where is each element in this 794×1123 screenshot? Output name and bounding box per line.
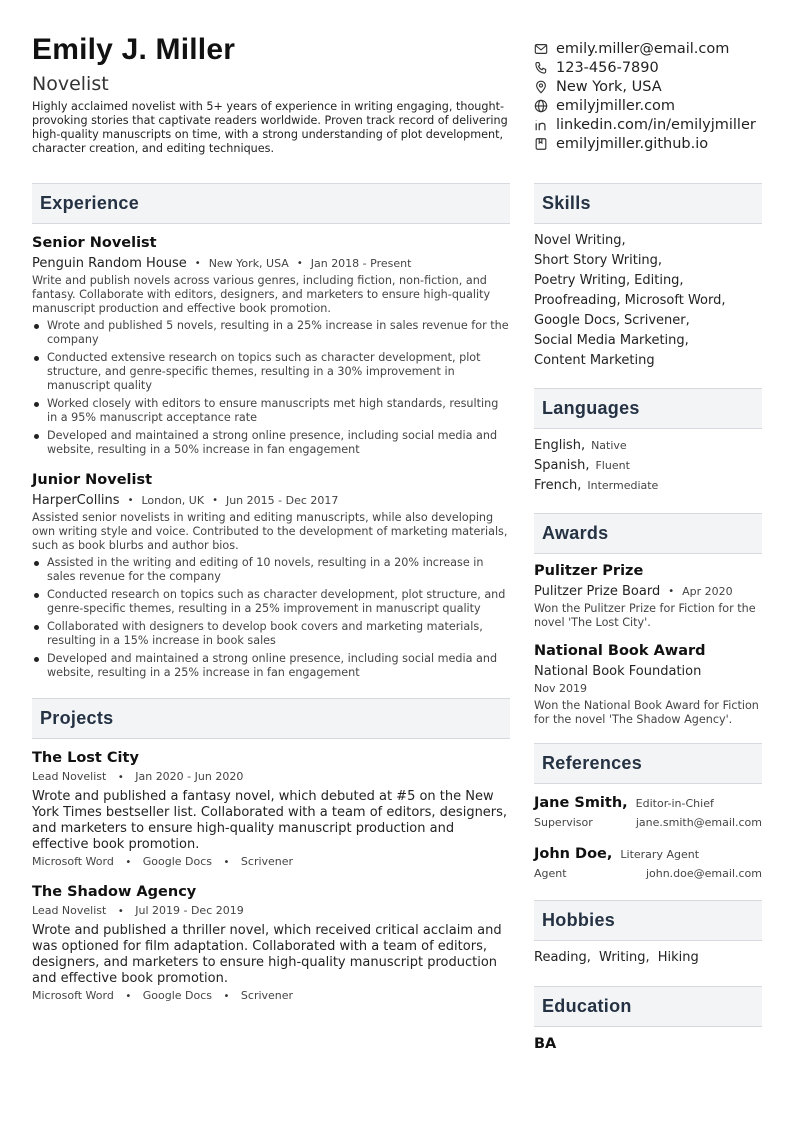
bullet-item: Developed and maintained a strong online presence, including social media and website, resulting in a 50% increase in fan engagement	[32, 429, 510, 457]
language-item	[534, 456, 762, 476]
section-languages	[534, 388, 762, 429]
skill-item: Editing,	[634, 273, 684, 288]
section-title: Projects	[40, 708, 114, 728]
section-title: References	[542, 753, 643, 773]
language-name: English,	[534, 438, 586, 453]
globe-icon	[534, 99, 548, 113]
job-meta	[32, 255, 510, 272]
separator-dot: •	[117, 772, 124, 783]
job-dates: Jan 2018 - Present	[310, 257, 412, 270]
job-meta	[32, 492, 510, 509]
reference-header	[534, 794, 762, 813]
side-column	[534, 183, 762, 1053]
reference-email[interactable]: jane.smith@email.com	[635, 816, 762, 829]
mail-icon	[534, 42, 548, 56]
project-title: The Lost City	[32, 750, 139, 766]
skill-item: Short Story Writing,	[534, 253, 663, 268]
award-meta	[534, 583, 762, 600]
reference-role: Literary Agent	[620, 848, 700, 861]
separator-dot: •	[296, 258, 303, 269]
hobby-item: Hiking	[657, 950, 699, 965]
reference-role: Editor-in-Chief	[635, 797, 714, 810]
contact-list	[534, 39, 784, 153]
project-description: Wrote and published a thriller novel, which received critical acclaim and was optioned for film adaptation. Collaborated with a team of editors, designers, and marketers to ensure high-quality manuscript production and effective book promotion.	[32, 923, 502, 986]
bullet-item: Collaborated with designers to develop book covers and marketing materials, resulting in a 15% increase in book sales	[32, 620, 510, 648]
job-location: New York, USA	[208, 257, 289, 270]
reference-name: John Doe,	[534, 846, 613, 862]
phone-text: 123-456-7890	[556, 59, 659, 76]
project-dates: Jan 2020 - Jun 2020	[135, 770, 244, 783]
job-title: Junior Novelist	[32, 472, 153, 488]
project-tools	[32, 988, 510, 1005]
award-date: Apr 2020	[682, 585, 733, 598]
reference-header	[534, 845, 762, 864]
job-location: London, UK	[141, 494, 205, 507]
language-item	[534, 476, 762, 496]
languages-list	[534, 436, 762, 496]
skills-list	[534, 231, 762, 371]
project-role: Lead Novelist	[32, 770, 107, 783]
skill-item: Social Media Marketing,	[534, 333, 689, 348]
skill-item: Content Marketing	[534, 353, 655, 368]
hobby-item: Reading,	[534, 950, 591, 965]
reference-name: Jane Smith,	[534, 795, 628, 811]
award-description: Won the National Book Award for Fiction for the novel 'The Shadow Agency'.	[534, 699, 759, 726]
hobbies-list	[534, 948, 762, 968]
language-level: Intermediate	[587, 479, 659, 492]
reference-relation: Agent	[534, 867, 567, 880]
map-pin-icon	[534, 80, 548, 94]
separator-dot: •	[117, 906, 124, 917]
main-column	[32, 183, 510, 1005]
experience-item	[32, 234, 510, 457]
contact-linkedin[interactable]	[534, 115, 784, 134]
skill-item: Google Docs,	[534, 313, 620, 328]
linkedin-text: linkedin.com/in/emilyjmiller	[556, 116, 756, 133]
project-dates: Jul 2019 - Dec 2019	[135, 904, 244, 917]
hobby-item: Writing,	[599, 950, 650, 965]
award-description: Won the Pulitzer Prize for Fiction for the novel 'The Lost City'.	[534, 602, 756, 629]
reference-item	[534, 794, 762, 831]
project-item	[32, 749, 510, 871]
language-level: Native	[591, 439, 627, 452]
github-text: emilyjmiller.github.io	[556, 135, 709, 152]
website-text: emilyjmiller.com	[556, 97, 676, 114]
separator-dot: •	[212, 495, 218, 506]
award-title: Pulitzer Prize	[534, 563, 644, 579]
section-title: Hobbies	[542, 910, 616, 930]
separator-dot: •	[194, 258, 201, 269]
linkedin-icon	[534, 118, 548, 132]
award-item	[534, 642, 762, 727]
job-dates: Jun 2015 - Dec 2017	[225, 494, 339, 507]
skills-line	[534, 291, 762, 311]
job-company: HarperCollins	[32, 493, 120, 508]
tool-tag: Scrivener	[240, 855, 294, 868]
education-degree: BA	[534, 1036, 557, 1052]
bullet-item: Conducted extensive research on topics such as character development, plot structure, and genre-specific themes, resulting in a 30% improvement in manuscript quality	[32, 351, 510, 393]
skill-item: Scrivener,	[624, 313, 690, 328]
award-issuer: National Book Foundation	[534, 664, 702, 679]
project-meta	[32, 769, 510, 786]
section-title: Skills	[542, 193, 591, 213]
phone-icon	[534, 61, 548, 75]
contact-website[interactable]	[534, 96, 784, 115]
job-bullets	[32, 556, 510, 680]
reference-email[interactable]: john.doe@email.com	[645, 867, 762, 880]
skills-line	[534, 311, 762, 331]
award-issuer: Pulitzer Prize Board	[534, 584, 661, 599]
location-text: New York, USA	[556, 78, 662, 95]
section-title: Awards	[542, 523, 609, 543]
skills-line	[534, 271, 762, 291]
section-awards	[534, 513, 762, 554]
project-item	[32, 883, 510, 1005]
skill-item: Novel Writing,	[534, 233, 626, 248]
separator-dot: •	[223, 857, 230, 868]
experience-item	[32, 471, 510, 680]
award-date: Nov 2019	[534, 682, 587, 695]
bullet-item: Assisted in the writing and editing of 10 novels, resulting in a 20% increase in sales revenue for the company	[32, 556, 510, 584]
email-text: emily.miller@email.com	[556, 40, 730, 57]
reference-item	[534, 845, 762, 882]
job-description: Write and publish novels across various genres, including fiction, non-fiction, and fantasy. Collaborate with editors, designers, and marketers to ensure high-quality manuscript production and effective book promotion.	[32, 274, 491, 315]
tool-tag: Microsoft Word	[32, 989, 114, 1002]
job-bullets	[32, 319, 510, 457]
section-skills	[534, 183, 762, 224]
skills-line	[534, 231, 762, 251]
section-references	[534, 743, 762, 784]
language-name: French,	[534, 478, 582, 493]
language-name: Spanish,	[534, 458, 590, 473]
contact-phone[interactable]	[534, 58, 784, 77]
language-item	[534, 436, 762, 456]
tool-tag: Google Docs	[142, 989, 213, 1002]
project-meta	[32, 903, 510, 920]
contact-email[interactable]	[534, 39, 784, 58]
candidate-name: Emily J. Miller	[32, 33, 236, 66]
skills-line	[534, 251, 762, 271]
skills-line	[534, 331, 762, 351]
candidate-title: Novelist	[32, 73, 109, 95]
section-projects	[32, 698, 510, 739]
award-meta	[534, 663, 762, 680]
job-description: Assisted senior novelists in writing and editing manuscripts, while also developing own writing style and voice. Contributed to the development of marketing materials, such as book blurbs and author bios.	[32, 511, 508, 552]
skill-item: Proofreading,	[534, 293, 621, 308]
project-tools	[32, 854, 510, 871]
separator-dot: •	[668, 586, 675, 597]
reference-details	[534, 866, 762, 882]
bullet-item: Conducted research on topics such as character development, plot structure, and genre-specific themes, resulting in a 25% improvement in manuscript quality	[32, 588, 510, 616]
skill-item: Poetry Writing,	[534, 273, 631, 288]
project-description: Wrote and published a fantasy novel, which debuted at #5 on the New York Times bestseller list. Collaborated with a team of editors, designers, and marketers to ensure high-quality manuscript production and effective book promotion.	[32, 789, 508, 852]
header	[32, 32, 514, 156]
separator-dot: •	[125, 857, 132, 868]
separator-dot: •	[223, 991, 230, 1002]
skill-item: Microsoft Word,	[624, 293, 726, 308]
section-title: Experience	[40, 193, 140, 213]
job-title: Senior Novelist	[32, 235, 157, 251]
contact-github[interactable]	[534, 134, 784, 153]
reference-relation: Supervisor	[534, 816, 593, 829]
separator-dot: •	[127, 495, 134, 506]
award-title: National Book Award	[534, 643, 706, 659]
skills-line	[534, 351, 762, 371]
tool-tag: Scrivener	[240, 989, 294, 1002]
language-level: Fluent	[595, 459, 630, 472]
section-hobbies	[534, 900, 762, 941]
reference-details	[534, 815, 762, 831]
bullet-item: Developed and maintained a strong online presence, including social media and website, resulting in a 25% increase in fan engagement	[32, 652, 510, 680]
summary: Highly acclaimed novelist with 5+ years of experience in writing engaging, thought-provoking stories that captivate readers worldwide. Proven track record of delivering high-quality manuscripts on time, with a strong understanding of plot development, character creation, and editing techniques.	[32, 100, 508, 155]
bookmark-icon	[534, 137, 548, 151]
bullet-item: Worked closely with editors to ensure manuscripts met high standards, resulting in a 95% manuscript acceptance rate	[32, 397, 510, 425]
project-role: Lead Novelist	[32, 904, 107, 917]
contact-location	[534, 77, 784, 96]
section-experience	[32, 183, 510, 224]
tool-tag: Google Docs	[142, 855, 213, 868]
award-item	[534, 562, 762, 630]
separator-dot: •	[125, 991, 132, 1002]
bullet-item: Wrote and published 5 novels, resulting in a 25% increase in sales revenue for the company	[32, 319, 510, 347]
section-education	[534, 986, 762, 1027]
tool-tag: Microsoft Word	[32, 855, 114, 868]
section-title: Education	[542, 996, 632, 1016]
job-company: Penguin Random House	[32, 256, 187, 271]
project-title: The Shadow Agency	[32, 884, 197, 900]
section-title: Languages	[542, 398, 640, 418]
